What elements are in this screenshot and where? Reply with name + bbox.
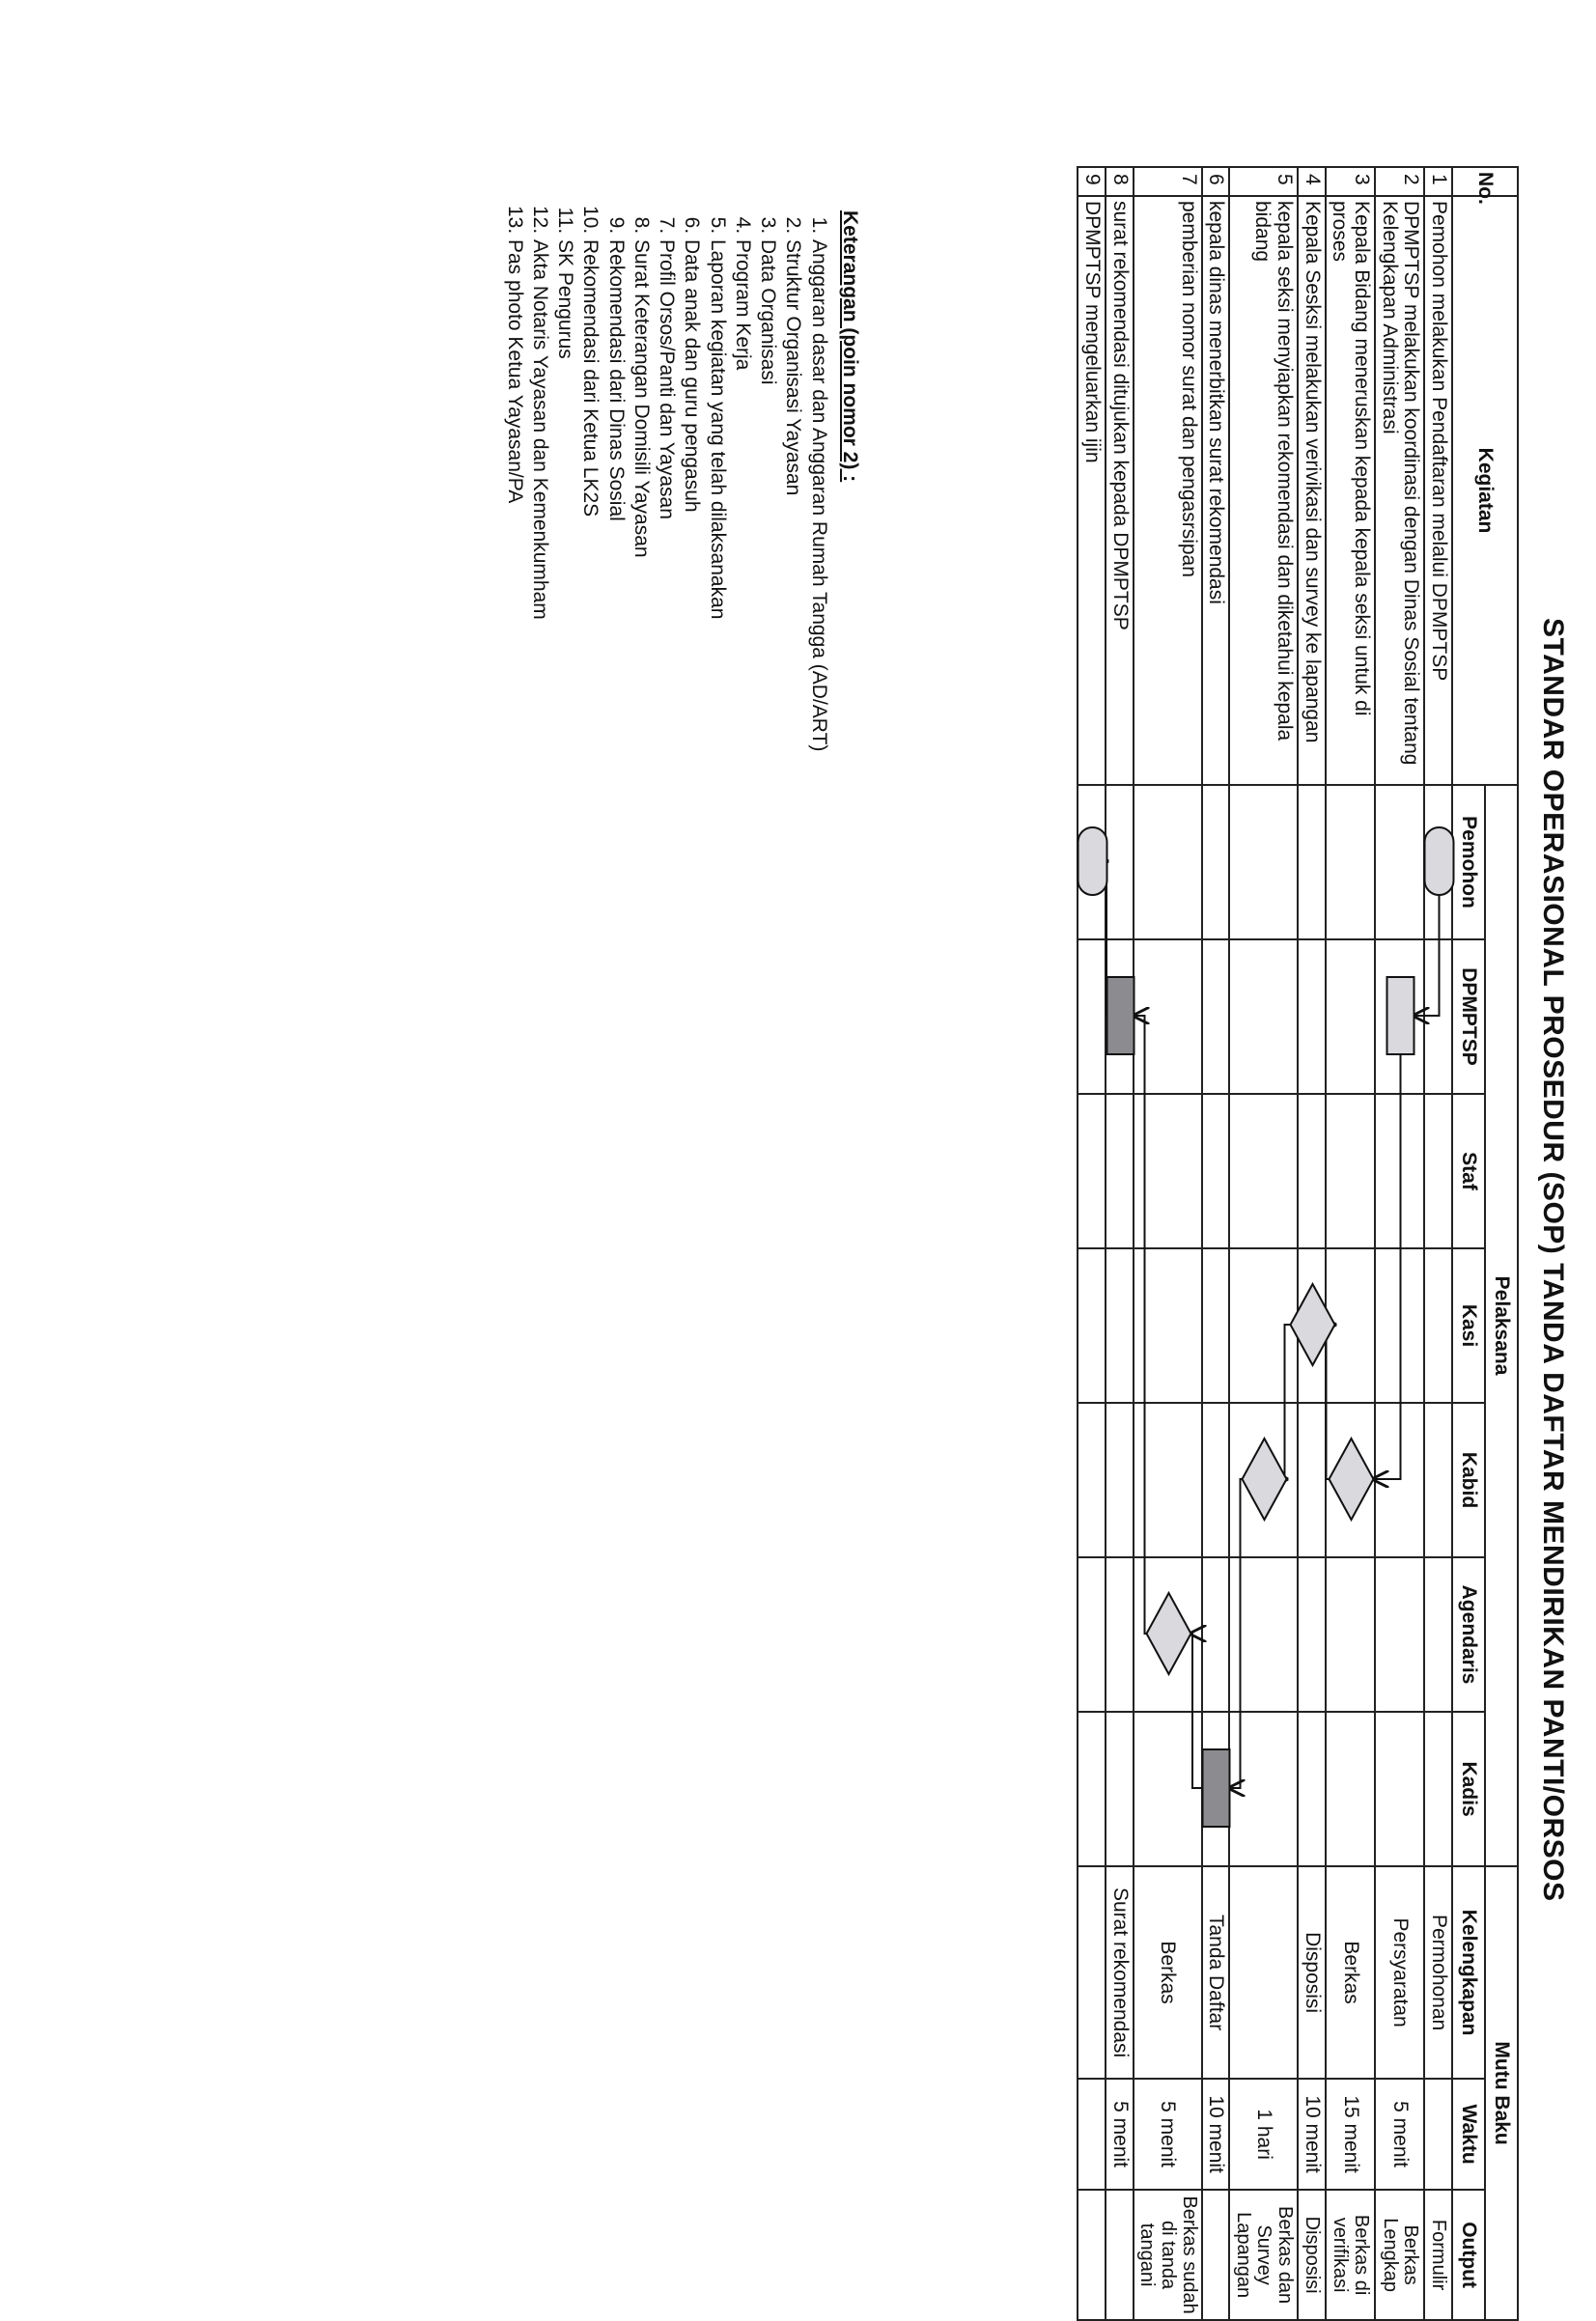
swimlane-cell bbox=[1298, 1403, 1326, 1557]
keterangan-item: 1. Anggaran dasar dan Anggaran Rumah Tangga (AD/ART) bbox=[806, 239, 831, 751]
swimlane-cell bbox=[1229, 939, 1298, 1094]
row-no: 8 bbox=[1106, 167, 1134, 196]
swimlane-cell bbox=[1078, 1094, 1106, 1248]
row-kelengkapan bbox=[1229, 1866, 1298, 2079]
swimlane-cell bbox=[1229, 1712, 1298, 1866]
swimlane-cell bbox=[1078, 1248, 1106, 1403]
header-actor: Staf bbox=[1452, 1094, 1485, 1248]
swimlane-cell bbox=[1298, 1248, 1326, 1403]
header-actor: Agendaris bbox=[1452, 1557, 1485, 1712]
row-output bbox=[1078, 2190, 1106, 2320]
header-actor: Pemohon bbox=[1452, 785, 1485, 939]
row-no: 2 bbox=[1375, 167, 1424, 196]
row-no: 1 bbox=[1424, 167, 1452, 196]
keterangan-item: 4. Program Kerja bbox=[730, 239, 755, 751]
keterangan-item: 5. Laporan kegiatan yang telah dilaksanakan bbox=[705, 239, 730, 751]
swimlane-cell bbox=[1106, 939, 1134, 1094]
swimlane-cell bbox=[1134, 785, 1202, 939]
row-output: Formulir bbox=[1424, 2190, 1452, 2320]
row-kelengkapan bbox=[1078, 1866, 1106, 2079]
swimlane-cell bbox=[1078, 1557, 1106, 1712]
swimlane-cell bbox=[1375, 1403, 1424, 1557]
swimlane-cell bbox=[1229, 1248, 1298, 1403]
swimlane-cell bbox=[1106, 1403, 1134, 1557]
keterangan-item: 11. SK Pengurus bbox=[552, 239, 577, 751]
row-output bbox=[1106, 2190, 1134, 2320]
row-no: 5 bbox=[1229, 167, 1298, 196]
swimlane-cell bbox=[1202, 1248, 1230, 1403]
swimlane-cell bbox=[1424, 1557, 1452, 1712]
keterangan-item: 10. Rekomendasi dari Ketua LK2S bbox=[577, 239, 602, 751]
row-waktu bbox=[1424, 2079, 1452, 2190]
row-waktu: 5 menit bbox=[1106, 2079, 1134, 2190]
swimlane-cell bbox=[1078, 939, 1106, 1094]
swimlane-cell bbox=[1229, 785, 1298, 939]
swimlane-cell bbox=[1202, 785, 1230, 939]
header-actor: Kadis bbox=[1452, 1712, 1485, 1866]
keterangan-notes bbox=[502, 210, 863, 751]
row-waktu: 10 menit bbox=[1202, 2079, 1230, 2190]
header-kegiatan: Kegiatan bbox=[1452, 196, 1518, 785]
row-kegiatan: DPMPTSP melakukan koordinasi dengan Dinas Sosial tentang Kelengkapan Administrasi bbox=[1375, 196, 1424, 785]
swimlane-cell bbox=[1298, 785, 1326, 939]
row-kegiatan: pemberian nomor surat dan pengasrsipan bbox=[1134, 196, 1202, 785]
table-row bbox=[1106, 167, 1134, 2320]
swimlane-cell bbox=[1106, 1248, 1134, 1403]
swimlane-cell bbox=[1375, 1712, 1424, 1866]
keterangan-item: 8. Surat Keterangan Domisili Yayasan bbox=[629, 239, 654, 751]
header-output: Output bbox=[1452, 2190, 1485, 2320]
swimlane-cell bbox=[1078, 1403, 1106, 1557]
swimlane-cell bbox=[1326, 1248, 1375, 1403]
swimlane-cell bbox=[1424, 939, 1452, 1094]
swimlane-cell bbox=[1078, 1712, 1106, 1866]
row-kegiatan: DPMPTSP mengeluarkan ijin bbox=[1078, 196, 1106, 785]
table-row bbox=[1202, 167, 1230, 2320]
swimlane-cell bbox=[1078, 785, 1106, 939]
swimlane-cell bbox=[1424, 785, 1452, 939]
sop-table bbox=[1077, 166, 1519, 2321]
row-kegiatan: kepala seksi menyiapkan rekomendasi dan diketahui kepala bidang bbox=[1229, 196, 1298, 785]
row-kelengkapan: Disposisi bbox=[1298, 1866, 1326, 2079]
row-kelengkapan: Surat rekomendasi bbox=[1106, 1866, 1134, 2079]
row-kelengkapan: Tanda Daftar bbox=[1202, 1866, 1230, 2079]
swimlane-cell bbox=[1298, 1712, 1326, 1866]
header-kelengkapan: Kelengkapan bbox=[1452, 1866, 1485, 2079]
row-output: Disposisi bbox=[1298, 2190, 1326, 2320]
swimlane-cell bbox=[1424, 1403, 1452, 1557]
row-waktu: 1 hari bbox=[1229, 2079, 1298, 2190]
header-pelaksana: Pelaksana bbox=[1485, 785, 1518, 1866]
row-output bbox=[1202, 2190, 1230, 2320]
header-actor: Kasi bbox=[1452, 1248, 1485, 1403]
header-mutu-baku: Mutu Baku bbox=[1485, 1866, 1518, 2320]
swimlane-cell bbox=[1326, 785, 1375, 939]
row-no: 3 bbox=[1326, 167, 1375, 196]
row-no: 9 bbox=[1078, 167, 1106, 196]
row-no: 6 bbox=[1202, 167, 1230, 196]
row-kelengkapan: Berkas bbox=[1134, 1866, 1202, 2079]
swimlane-cell bbox=[1229, 1403, 1298, 1557]
keterangan-item: 7. Profil Orsos/Panti dan Yayasan bbox=[654, 239, 679, 751]
swimlane-cell bbox=[1134, 1248, 1202, 1403]
row-kelengkapan: Permohonan bbox=[1424, 1866, 1452, 2079]
swimlane-cell bbox=[1424, 1248, 1452, 1403]
row-kegiatan: surat rekomendasi ditujukan kepada DPMPTSP bbox=[1106, 196, 1134, 785]
swimlane-cell bbox=[1326, 1403, 1375, 1557]
swimlane-cell bbox=[1202, 1712, 1230, 1866]
swimlane-cell bbox=[1106, 785, 1134, 939]
table-row bbox=[1424, 167, 1452, 2320]
swimlane-cell bbox=[1229, 1557, 1298, 1712]
swimlane-cell bbox=[1326, 1557, 1375, 1712]
row-kegiatan: Kepala Bidang meneruskan kepada kepala seksi untuk di proses bbox=[1326, 196, 1375, 785]
swimlane-cell bbox=[1106, 1557, 1134, 1712]
row-output: Berkas di verifikasi bbox=[1326, 2190, 1375, 2320]
swimlane-cell bbox=[1298, 1094, 1326, 1248]
swimlane-cell bbox=[1375, 939, 1424, 1094]
row-waktu: 15 menit bbox=[1326, 2079, 1375, 2190]
swimlane-cell bbox=[1134, 1557, 1202, 1712]
swimlane-cell bbox=[1134, 1403, 1202, 1557]
swimlane-cell bbox=[1326, 939, 1375, 1094]
swimlane-cell bbox=[1134, 1094, 1202, 1248]
swimlane-cell bbox=[1298, 1557, 1326, 1712]
swimlane-cell bbox=[1202, 1403, 1230, 1557]
row-kelengkapan: Persyaratan bbox=[1375, 1866, 1424, 2079]
keterangan-item: 13. Pas photo Ketua Yayasan/PA bbox=[502, 239, 527, 751]
row-waktu: 5 menit bbox=[1134, 2079, 1202, 2190]
row-output: Berkas dan Survey Lapangan bbox=[1229, 2190, 1298, 2320]
keterangan-item: 12. Akta Notaris Yayasan dan Kemenkumham bbox=[527, 239, 552, 751]
row-output: Berkas Lengkap bbox=[1375, 2190, 1424, 2320]
row-output: Berkas sudah di tanda tangani bbox=[1134, 2190, 1202, 2320]
swimlane-cell bbox=[1424, 1712, 1452, 1866]
keterangan-item: 3. Data Organisasi bbox=[755, 239, 780, 751]
swimlane-cell bbox=[1424, 1094, 1452, 1248]
swimlane-cell bbox=[1326, 1712, 1375, 1866]
swimlane-cell bbox=[1326, 1094, 1375, 1248]
row-kelengkapan: Berkas bbox=[1326, 1866, 1375, 2079]
header-actor: DPMPTSP bbox=[1452, 939, 1485, 1094]
keterangan-heading: Keterangan (poin nomor 2) : bbox=[839, 210, 861, 483]
header-waktu: Waktu bbox=[1452, 2079, 1485, 2190]
keterangan-item: 6. Data anak dan guru pengasuh bbox=[679, 239, 704, 751]
swimlane-cell bbox=[1106, 1712, 1134, 1866]
header-no: No. bbox=[1452, 167, 1518, 196]
keterangan-item: 9. Rekomendasi dari Dinas Sosial bbox=[603, 239, 629, 751]
row-kegiatan: kepala dinas menerbitkan surat rekomendasi bbox=[1202, 196, 1230, 785]
swimlane-cell bbox=[1375, 1248, 1424, 1403]
row-no: 7 bbox=[1134, 167, 1202, 196]
swimlane-cell bbox=[1375, 1557, 1424, 1712]
swimlane-cell bbox=[1134, 1712, 1202, 1866]
table-row bbox=[1298, 167, 1326, 2320]
swimlane-cell bbox=[1375, 1094, 1424, 1248]
swimlane-cell bbox=[1202, 1094, 1230, 1248]
swimlane-cell bbox=[1229, 1094, 1298, 1248]
swimlane-cell bbox=[1298, 939, 1326, 1094]
swimlane-cell bbox=[1202, 1557, 1230, 1712]
row-kegiatan: Pemohon melakukan Pendaftaran melalui DPMPTSP bbox=[1424, 196, 1452, 785]
table-row bbox=[1078, 167, 1106, 2320]
keterangan-item: 2. Struktur Organisasi Yayasan bbox=[780, 239, 805, 751]
row-kegiatan: Kepala Sesksi melakukan verivikasi dan survey ke lapangan bbox=[1298, 196, 1326, 785]
header-actor: Kabid bbox=[1452, 1403, 1485, 1557]
row-waktu bbox=[1078, 2079, 1106, 2190]
table-row bbox=[1134, 167, 1202, 2320]
swimlane-cell bbox=[1375, 785, 1424, 939]
row-no: 4 bbox=[1298, 167, 1326, 196]
swimlane-cell bbox=[1106, 1094, 1134, 1248]
table-row bbox=[1375, 167, 1424, 2320]
row-waktu: 5 menit bbox=[1375, 2079, 1424, 2190]
row-waktu: 10 menit bbox=[1298, 2079, 1326, 2190]
keterangan-list bbox=[502, 210, 831, 751]
swimlane-cell bbox=[1134, 939, 1202, 1094]
table-row bbox=[1326, 167, 1375, 2320]
table-row bbox=[1229, 167, 1298, 2320]
page-title: STANDAR OPERASIONAL PROSEDUR (SOP) TANDA DAFTAR MENDIRIKAN PANTI/ORSOS bbox=[1537, 618, 1569, 1902]
swimlane-cell bbox=[1202, 939, 1230, 1094]
